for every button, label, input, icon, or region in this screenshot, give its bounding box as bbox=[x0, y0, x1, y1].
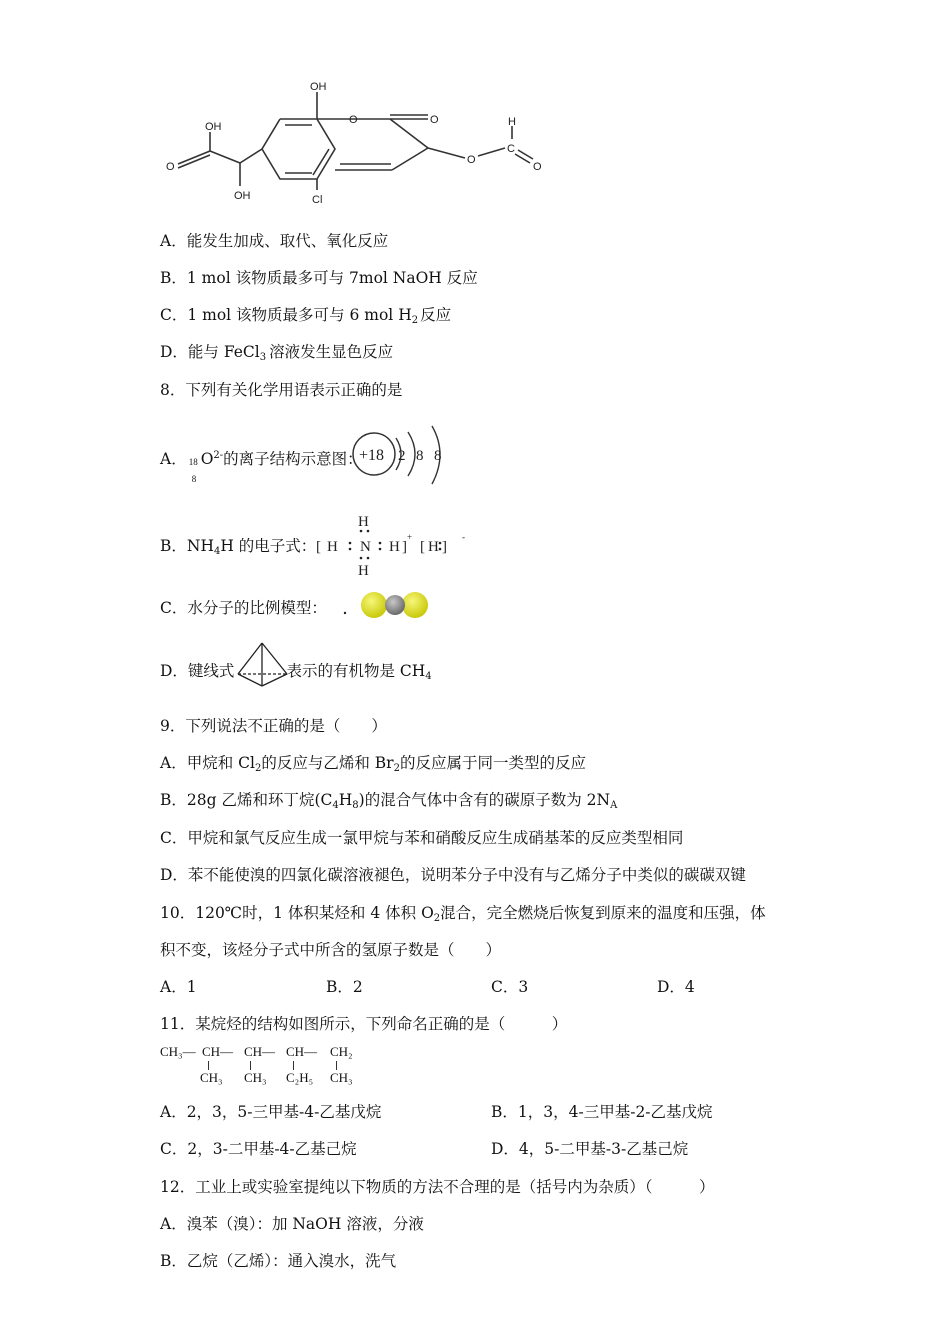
cl-label: Cl bbox=[312, 194, 323, 206]
main-chain-c4: CH— bbox=[286, 1044, 318, 1059]
q10-stem-line2: 积不变，该烃分子式中所含的氢原子数是（ ） bbox=[160, 941, 502, 959]
main-chain-c1: CH₃— bbox=[160, 1044, 196, 1059]
branch-c4: C₂H₅ bbox=[286, 1070, 314, 1085]
q9-option-d: D．苯不能使溴的四氯化碳溶液褪色，说明苯分子中没有与乙烯分子中类似的碳碳双键 bbox=[160, 866, 746, 884]
main-chain-c5: CH₂ bbox=[330, 1044, 353, 1059]
plus-charge: + bbox=[407, 532, 413, 542]
h-top: H bbox=[358, 514, 369, 530]
shell-2: 8 bbox=[416, 448, 424, 464]
q7-option-d: D．能与 FeCl$_3$ 溶液发生显色反应 bbox=[160, 343, 394, 363]
q10-stem-line1: 10．120℃时，1 体积某烃和 4 体积 $O_2$混合，完全燃烧后恢复到原来的温度和压强，体 bbox=[160, 904, 766, 924]
q7-option-b: B．1 mol 该物质最多可与 7mol NaOH 反应 bbox=[160, 269, 478, 287]
formyl-h-label: H bbox=[508, 116, 516, 128]
q12-stem: 12．工业上或实验室提纯以下物质的方法不合理的是（括号内为杂质）（ ） bbox=[160, 1178, 715, 1196]
ester-oxygen-label: O bbox=[467, 154, 476, 166]
oh-acid-label: OH bbox=[205, 121, 222, 133]
q8-option-a: A． 18 8 $O^{2-}$的离子结构示意图： bbox=[160, 450, 363, 484]
h-right: H bbox=[389, 539, 400, 555]
q8-option-c: C．水分子的比例模型： bbox=[160, 599, 327, 617]
q9-option-a: A．甲烷和 $Cl_2$的反应与乙烯和 $Br_2$的反应属于同一类型的反应 bbox=[160, 754, 586, 774]
acid-o-label: O bbox=[166, 161, 175, 173]
q10-option-c: C．3 bbox=[491, 978, 529, 996]
bracket-right-2: ] bbox=[442, 539, 447, 555]
n-atom: N bbox=[360, 539, 371, 555]
q10-option-d: D．4 bbox=[657, 978, 695, 996]
oh-top-label: OH bbox=[310, 81, 327, 93]
main-chain-c3: CH— bbox=[244, 1044, 276, 1059]
q11-option-a: A．2，3，5-三甲基-4-乙基戊烷 bbox=[160, 1103, 382, 1121]
q8-option-b: B．$NH_4H$ 的电子式： bbox=[160, 537, 317, 557]
carbonyl-oxygen-label: O bbox=[430, 114, 439, 126]
bracket-left-2: [ bbox=[420, 539, 425, 555]
shell-1: 2 bbox=[398, 448, 406, 464]
q11-option-b: B．1，3，4-三甲基-2-乙基戊烷 bbox=[491, 1103, 713, 1121]
ion-structure-diagram bbox=[350, 424, 470, 488]
q10-option-b: B．2 bbox=[326, 978, 363, 996]
q9-stem: 9．下列说法不正确的是（ ） bbox=[160, 717, 387, 735]
oh-alpha-label: OH bbox=[234, 190, 251, 202]
bracket-right-1: ] bbox=[402, 539, 407, 555]
q8-stem: 8．下列有关化学用语表示正确的是 bbox=[160, 381, 403, 399]
q9-option-b: B．28g 乙烯和环丁烷$(C_4H_8)$的混合气体中含有的碳原子数为 $2N_A$ bbox=[160, 791, 618, 811]
q9-option-c: C．甲烷和氯气反应生成一氯甲烷与苯和硝酸反应生成硝基苯的反应类型相同 bbox=[160, 829, 684, 847]
bracket-left-1: [ bbox=[316, 539, 321, 555]
q7-option-c: C．1 mol 该物质最多可与 6 mol $H_2$ 反应 bbox=[160, 306, 452, 326]
shell-3: 8 bbox=[434, 448, 442, 464]
main-chain-c2: CH— bbox=[202, 1044, 234, 1059]
h-bottom: H bbox=[358, 563, 369, 579]
branch-c2: CH₃ bbox=[200, 1070, 223, 1085]
h-left: H bbox=[327, 539, 338, 555]
q7-option-a: A．能发生加成、取代、氧化反应 bbox=[160, 232, 389, 250]
branch-c5: CH₃ bbox=[330, 1070, 353, 1085]
q11-option-c: C．2，3-二甲基-4-乙基己烷 bbox=[160, 1140, 357, 1158]
h-anion: H bbox=[428, 539, 439, 555]
q8-option-d: D．键线式 表示的有机物是 $CH_4$ bbox=[160, 662, 432, 682]
formyl-o-label: O bbox=[533, 161, 542, 173]
branch-c3: CH₃ bbox=[244, 1070, 267, 1085]
nh4h-electron-formula bbox=[316, 512, 476, 580]
water-space-filling-model bbox=[340, 588, 440, 624]
bond-line-tetrahedron bbox=[232, 640, 292, 696]
q11-option-d: D．4，5-二甲基-3-乙基己烷 bbox=[491, 1140, 689, 1158]
q11-stem: 11．某烷烃的结构如图所示，下列命名正确的是（ ） bbox=[160, 1015, 568, 1033]
nucleus-charge: +18 bbox=[359, 447, 385, 464]
q12-option-b: B．乙烷（乙烯）：通入溴水，洗气 bbox=[160, 1252, 397, 1270]
q10-option-a: A．1 bbox=[160, 978, 197, 996]
alkane-structure bbox=[160, 1044, 370, 1090]
formyl-c-label: C bbox=[507, 143, 515, 155]
q12-option-a: A．溴苯（溴）：加 NaOH 溶液，分液 bbox=[160, 1215, 424, 1233]
compound-structure-figure bbox=[160, 78, 560, 218]
minus-charge: - bbox=[462, 532, 465, 542]
ring-oxygen-label: O bbox=[349, 114, 358, 126]
